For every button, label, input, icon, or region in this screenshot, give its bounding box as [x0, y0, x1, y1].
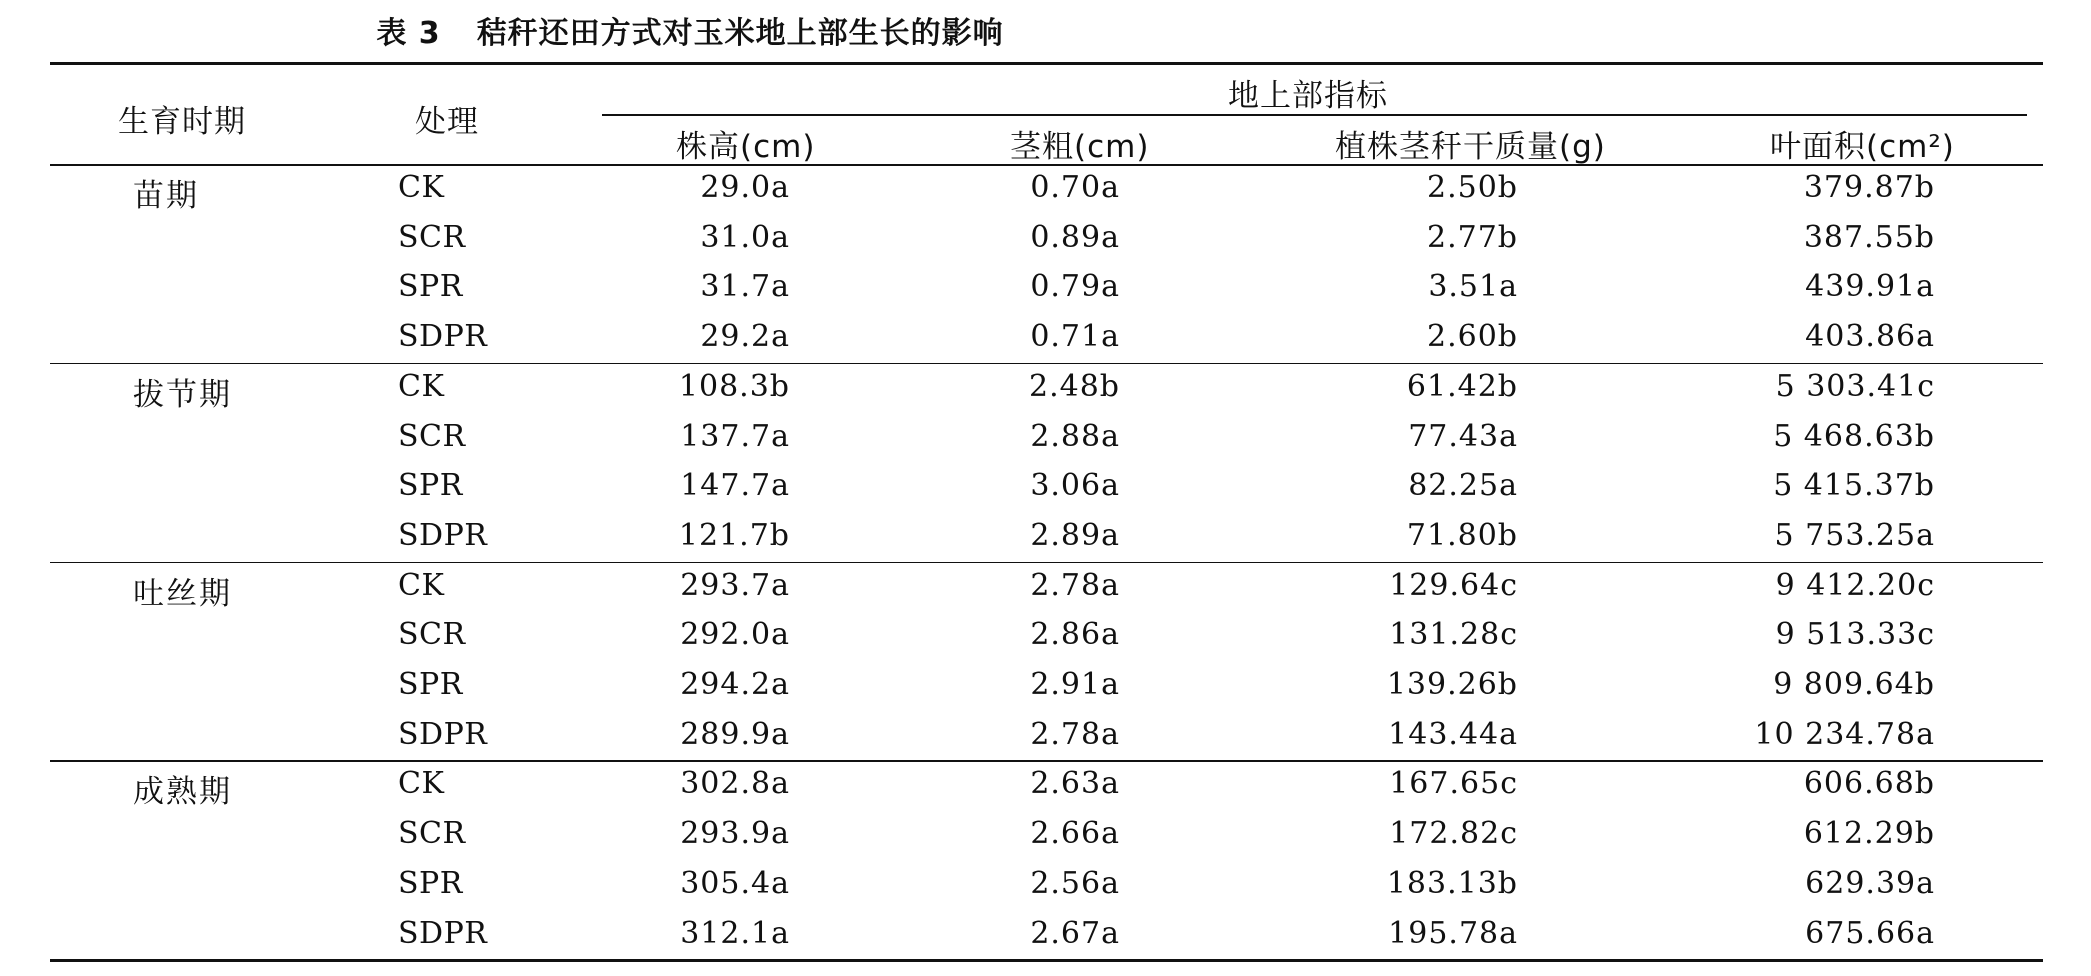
cell-mass: 139.26b: [1386, 667, 1518, 702]
cell-mass: 3.51a: [1428, 269, 1518, 305]
cell-stem: 0.70a: [1030, 170, 1120, 205]
cell-height: 293.9a: [680, 816, 790, 852]
cell-height: 31.7a: [700, 269, 790, 305]
cell-treatment: SPR: [398, 865, 463, 901]
cell-leaf: 5 303.41c: [1775, 368, 1935, 404]
cell-treatment: SCR: [398, 219, 466, 255]
cell-height: 108.3b: [678, 368, 790, 404]
cell-stem: 2.66a: [1030, 816, 1120, 852]
cell-stem: 3.06a: [1030, 468, 1120, 504]
cell-mass: 167.65c: [1389, 766, 1518, 802]
cell-height: 31.0a: [700, 219, 790, 255]
cell-mass: 131.28c: [1389, 617, 1518, 653]
cell-mass: 2.77b: [1426, 219, 1518, 255]
cell-stem: 2.56a: [1030, 865, 1120, 901]
cell-mass: 71.80b: [1406, 517, 1518, 553]
cell-treatment: SDPR: [398, 716, 488, 752]
header-height: 株高(cm): [676, 129, 816, 165]
cell-leaf: 379.87b: [1803, 170, 1935, 205]
table-caption-number: 表 3: [376, 16, 441, 51]
cell-treatment: SCR: [398, 617, 466, 653]
group-separator-rule: [50, 760, 2043, 762]
cell-mass: 129.64c: [1389, 567, 1518, 603]
cell-stem: 0.79a: [1030, 269, 1120, 305]
cell-height: 137.7a: [680, 418, 790, 454]
cell-treatment: SDPR: [398, 319, 488, 355]
cell-stem: 2.63a: [1030, 766, 1120, 802]
cell-leaf: 5 753.25a: [1774, 517, 1935, 553]
period-label: 成熟期: [133, 774, 232, 811]
cell-height: 147.7a: [680, 468, 790, 504]
cell-stem: 2.91a: [1030, 667, 1120, 702]
cell-leaf: 9 412.20c: [1775, 567, 1935, 603]
cell-leaf: 5 415.37b: [1773, 468, 1935, 504]
cell-height: 29.2a: [700, 319, 790, 355]
header-treatment: 处理: [415, 104, 479, 140]
cell-treatment: SCR: [398, 418, 466, 454]
cell-height: 289.9a: [680, 716, 790, 752]
cell-leaf: 403.86a: [1805, 319, 1935, 355]
cell-treatment: CK: [398, 368, 445, 404]
cell-treatment: CK: [398, 170, 445, 205]
cell-leaf: 387.55b: [1803, 219, 1935, 255]
group-separator-rule: [50, 363, 2043, 365]
cell-leaf: 439.91a: [1805, 269, 1935, 305]
cell-height: 292.0a: [680, 617, 790, 653]
group-separator-rule: [50, 562, 2043, 564]
cell-treatment: SCR: [398, 816, 466, 852]
cell-height: 121.7b: [678, 517, 790, 553]
cell-stem: 2.48b: [1028, 368, 1120, 404]
period-label: 吐丝期: [133, 575, 232, 612]
cell-treatment: CK: [398, 766, 445, 802]
cell-height: 312.1a: [680, 915, 790, 951]
header-stem: 茎粗(cm): [1010, 129, 1150, 165]
cell-stem: 2.78a: [1030, 716, 1120, 752]
cell-treatment: SPR: [398, 468, 463, 504]
cell-height: 294.2a: [680, 667, 790, 702]
cell-height: 305.4a: [680, 865, 790, 901]
cell-mass: 61.42b: [1406, 368, 1518, 404]
cell-leaf: 9 809.64b: [1773, 667, 1935, 702]
header-leaf: 叶面积(cm²): [1770, 129, 1955, 165]
cell-leaf: 675.66a: [1805, 915, 1935, 951]
cell-treatment: CK: [398, 567, 445, 603]
period-label: 拔节期: [133, 376, 232, 413]
header-period: 生育时期: [118, 104, 246, 140]
cell-treatment: SPR: [398, 269, 463, 305]
cell-stem: 2.67a: [1030, 915, 1120, 951]
cell-mass: 2.50b: [1426, 170, 1518, 205]
cell-mass: 195.78a: [1388, 915, 1518, 951]
cell-stem: 0.89a: [1030, 219, 1120, 255]
table-caption-text: 秸秆还田方式对玉米地上部生长的影响: [476, 16, 1004, 51]
cell-leaf: 9 513.33c: [1775, 617, 1935, 653]
table-caption: [0, 8, 1380, 52]
cell-leaf: 629.39a: [1805, 865, 1935, 901]
cell-leaf: 10 234.78a: [1754, 716, 1935, 752]
cell-treatment: SDPR: [398, 915, 488, 951]
cell-stem: 2.78a: [1030, 567, 1120, 603]
cell-stem: 2.89a: [1030, 517, 1120, 553]
top-rule: [50, 62, 2043, 65]
cell-leaf: 612.29b: [1803, 816, 1935, 852]
cell-height: 29.0a: [700, 170, 790, 205]
cell-stem: 2.88a: [1030, 418, 1120, 454]
cell-leaf: 5 468.63b: [1773, 418, 1935, 454]
cell-mass: 2.60b: [1426, 319, 1518, 355]
cell-treatment: SDPR: [398, 517, 488, 553]
cell-treatment: SPR: [398, 667, 463, 702]
cell-height: 302.8a: [680, 766, 790, 802]
cell-mass: 77.43a: [1408, 418, 1518, 454]
header-mass: 植株茎秆干质量(g): [1335, 129, 1606, 165]
bottom-rule: [50, 959, 2043, 962]
period-label: 苗期: [133, 178, 199, 214]
cell-mass: 143.44a: [1388, 716, 1518, 752]
cell-stem: 2.86a: [1030, 617, 1120, 653]
cell-height: 293.7a: [680, 567, 790, 603]
cell-leaf: 606.68b: [1803, 766, 1935, 802]
cell-mass: 172.82c: [1389, 816, 1518, 852]
cell-mass: 82.25a: [1408, 468, 1518, 504]
header-group: 地上部指标: [1228, 78, 1388, 114]
cell-stem: 0.71a: [1030, 319, 1120, 355]
cell-mass: 183.13b: [1386, 865, 1518, 901]
